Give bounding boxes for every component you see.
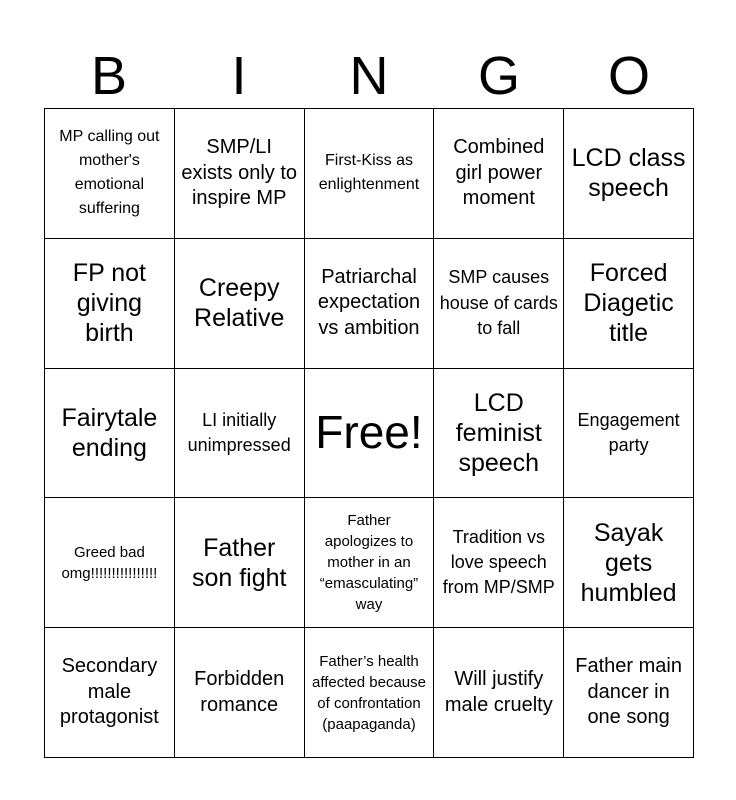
cell-text: Tradition vs love speech from MP/SMP: [442, 527, 555, 598]
bingo-cell[interactable]: [175, 239, 305, 369]
cell-text: Forbidden romance: [194, 668, 285, 716]
cell-text: Father’s health affected because of confrontation (paapaganda): [312, 652, 426, 733]
bingo-cell[interactable]: [45, 369, 175, 499]
cell-text: Combined girl power moment: [453, 136, 545, 210]
cell-text: Father apologizes to mother in an “emasculating” way: [319, 512, 419, 614]
bingo-cell[interactable]: [434, 239, 564, 369]
bingo-cell[interactable]: [434, 369, 564, 499]
bingo-cell[interactable]: [564, 628, 694, 758]
cell-text: First-Kiss as enlightenment: [318, 152, 420, 194]
bingo-cell[interactable]: [434, 109, 564, 239]
bingo-cell[interactable]: [564, 109, 694, 239]
bingo-cell[interactable]: [434, 498, 564, 628]
bingo-cell[interactable]: [175, 109, 305, 239]
bingo-cell[interactable]: [45, 628, 175, 758]
cell-text: Forced Diagetic title: [583, 259, 674, 348]
cell-text: Fairytale ending: [61, 403, 158, 462]
cell-text: Engagement party: [577, 409, 680, 455]
bingo-cell[interactable]: [175, 369, 305, 499]
cell-text: Father main dancer in one song: [575, 655, 682, 729]
bingo-cell[interactable]: [564, 239, 694, 369]
cell-text: Will justify male cruelty: [444, 668, 553, 716]
cell-text: Sayak gets humbled: [580, 518, 677, 607]
bingo-cell[interactable]: [305, 109, 435, 239]
free-space-cell[interactable]: [305, 369, 435, 499]
bingo-cell[interactable]: [305, 498, 435, 628]
header-letter-n: N: [349, 46, 389, 106]
header-letter-g: G: [477, 46, 520, 106]
bingo-cell[interactable]: [564, 369, 694, 499]
bingo-header: [44, 44, 694, 108]
free-space-text: Free!: [315, 406, 423, 459]
bingo-cell[interactable]: [175, 498, 305, 628]
bingo-cell[interactable]: [45, 498, 175, 628]
bingo-cell[interactable]: [434, 628, 564, 758]
cell-text: LCD feminist speech: [455, 388, 542, 477]
cell-text: Secondary male protagonist: [59, 655, 159, 729]
cell-text: Greed bad omg!!!!!!!!!!!!!!!!: [61, 543, 158, 582]
cell-text: SMP causes house of cards to fall: [439, 267, 558, 338]
bingo-cell[interactable]: [564, 498, 694, 628]
bingo-board: [44, 108, 694, 758]
bingo-cell[interactable]: [175, 628, 305, 758]
header-letter-i: I: [231, 46, 247, 106]
cell-text: MP calling out mother's emotional suffering: [59, 128, 160, 218]
cell-text: Patriarchal expectation vs ambition: [317, 265, 421, 339]
bingo-cell[interactable]: [305, 239, 435, 369]
bingo-cell[interactable]: [305, 628, 435, 758]
cell-text: SMP/LI exists only to inspire MP: [181, 136, 297, 210]
cell-text: FP not giving birth: [72, 259, 146, 348]
header-letter-o: O: [607, 46, 650, 106]
cell-text: LCD class speech: [571, 144, 686, 203]
bingo-cell[interactable]: [45, 109, 175, 239]
header-letter-b: B: [90, 46, 128, 106]
cell-text: Creepy Relative: [194, 274, 285, 333]
cell-text: Father son fight: [191, 533, 287, 592]
cell-text: LI initially unimpressed: [187, 409, 291, 455]
bingo-cell[interactable]: [45, 239, 175, 369]
